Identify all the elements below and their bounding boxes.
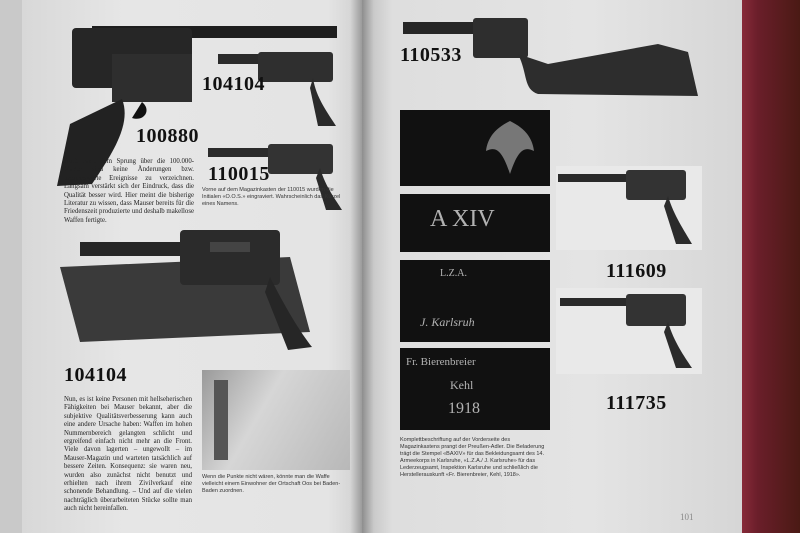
stamp-maker-name-text: Fr. Bierenbreier [406,356,476,368]
pistol-111609-silhouette [556,166,702,250]
stamp-lza-text: L.Z.A. [440,268,467,279]
stamp-year-text: 1918 [448,400,480,417]
serial-label-100880: 100880 [136,125,199,147]
pistol-with-holster-104104-photo [50,222,350,362]
stamp-lza-photo [400,260,550,342]
prussian-eagle-stamp-icon [480,116,540,180]
serial-label-104104-holster: 104104 [64,364,127,386]
serial-label-104104-top: 104104 [202,73,265,95]
page-number: 101 [680,512,694,522]
pistol-111735-photo [556,288,702,374]
stamp-axiv-text: A XIV [430,206,495,232]
pistol-111735-silhouette [556,288,702,374]
stamp-karlsruhe-text: J. Karlsruh [420,315,475,329]
serial-label-110533: 110533 [400,44,462,66]
stamp-axiv-photo [400,194,550,252]
stamp-maker-photo [400,348,550,430]
engraving-oos-photo [202,370,350,470]
paragraph-intro: Auch nach dem Sprung über die 100.000-Marke sind keine Änderungen bzw. nennenswerte Ereignisse zu verzeichnen. Langsam verstärkt sich der Eindruck, dass die Qualität besser wird. Hier meint die bisherige Literatur zu wissen, dass Mauser bereits für die Friedenszeit produzierte und deshalb makellose Waffen fertigte. [64,158,194,224]
serial-label-111609: 111609 [606,260,667,282]
magazine-edge [214,380,228,460]
stamp-eagle-photo [400,110,550,186]
serial-label-110015: 110015 [208,163,270,185]
caption-110015: Vorne auf dem Magazinkasten der 110015 wurden die Initialen «O.O.S.» eingraviert. Wahrscheinlich das Kürzel eines Namens. [202,187,341,207]
paragraph-quality: Nun, es ist keine Personen mit hellseherischen Fähigkeiten bei Mauser bekannt, aber die subjektive Qualitätsverbesserung kann auch eine andere Ursache haben: Waffen im hohen Nummernbereich gelangten schlicht und ergreifend einfach nicht mehr an die Front. Viele davon lagerten – ungewollt – im Mauser-Magazin und warteten tatsächlich auf bessere Zeiten. Konsequenz: sie waren neu, wurden also zunächst nicht benutzt und erhielten nach ihrem Zivilverkauf eine schonende Behandlung. – Und auf die vielen nachträglich überarbeiteten Stücke sollte man auch nicht hereinfallen. [64,396,192,513]
caption-oos: Wenn die Punkte nicht wären, könnte man die Waffe vielleicht einem Einwohner der Ortschaft Oos bei Baden-Baden zuordnen. [202,474,341,494]
book-cover-edge [740,0,800,533]
serial-label-111735: 111735 [606,392,667,414]
caption-stamps: Komplettbeschriftung auf der Vorderseite des Magazinkastens prangt der Preußen-Adler. Die Beladerung trägt die Stempel «BAXIV» für das Bekleidungsamt des 14. Armeekorps in Karlsruhe, «L.Z.A./ J. Karlsruhe» für das Lederzeugsamt, Inspektion Karlsruhe und schließlich die Herstellerauskunft «Fr. Bierenbreier, Kehl, 1918». [400,437,545,478]
pistol-111609-photo [556,166,702,250]
stamp-kehl-text: Kehl [450,378,474,392]
book-gutter [350,0,374,533]
